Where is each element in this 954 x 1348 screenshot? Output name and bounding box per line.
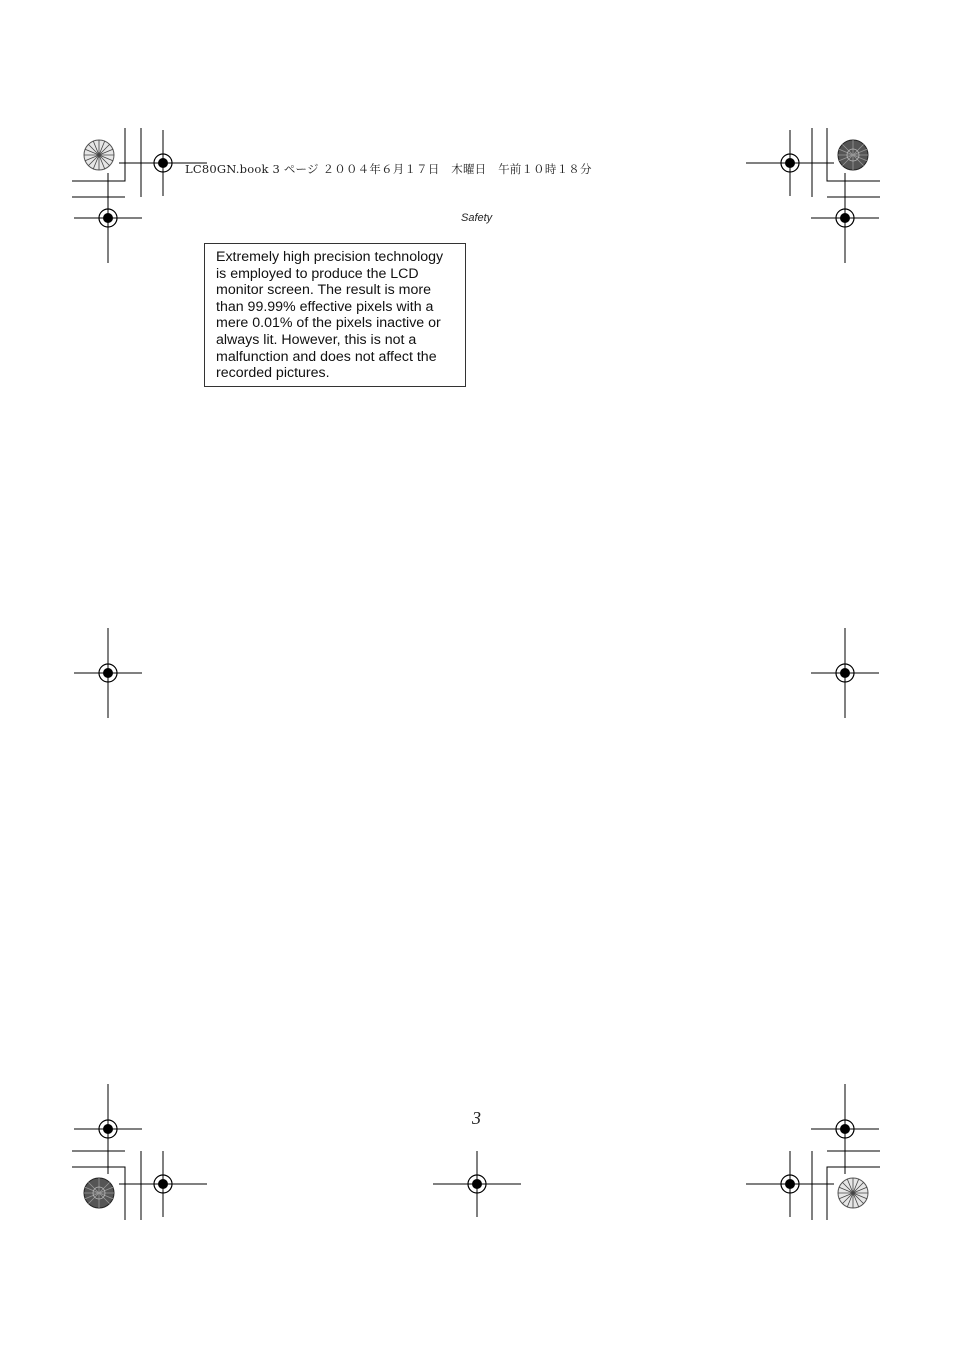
print-header: LC80GN.book 3 ページ ２００４年６月１７日 木曜日 午前１０時１８分 bbox=[185, 162, 592, 176]
lcd-notice-box bbox=[204, 243, 466, 387]
lcd-notice-text: Extremely high precision technology is employed to produce the LCD monitor screen. The result is more than 99.99% effective pixels with a mere 0.01% of the pixels inactive or always lit. However, this is not a malfunction and does not affect the recorded pictures. bbox=[216, 249, 444, 382]
section-label: Safety bbox=[461, 212, 493, 224]
page-number: 3 bbox=[472, 1108, 481, 1128]
